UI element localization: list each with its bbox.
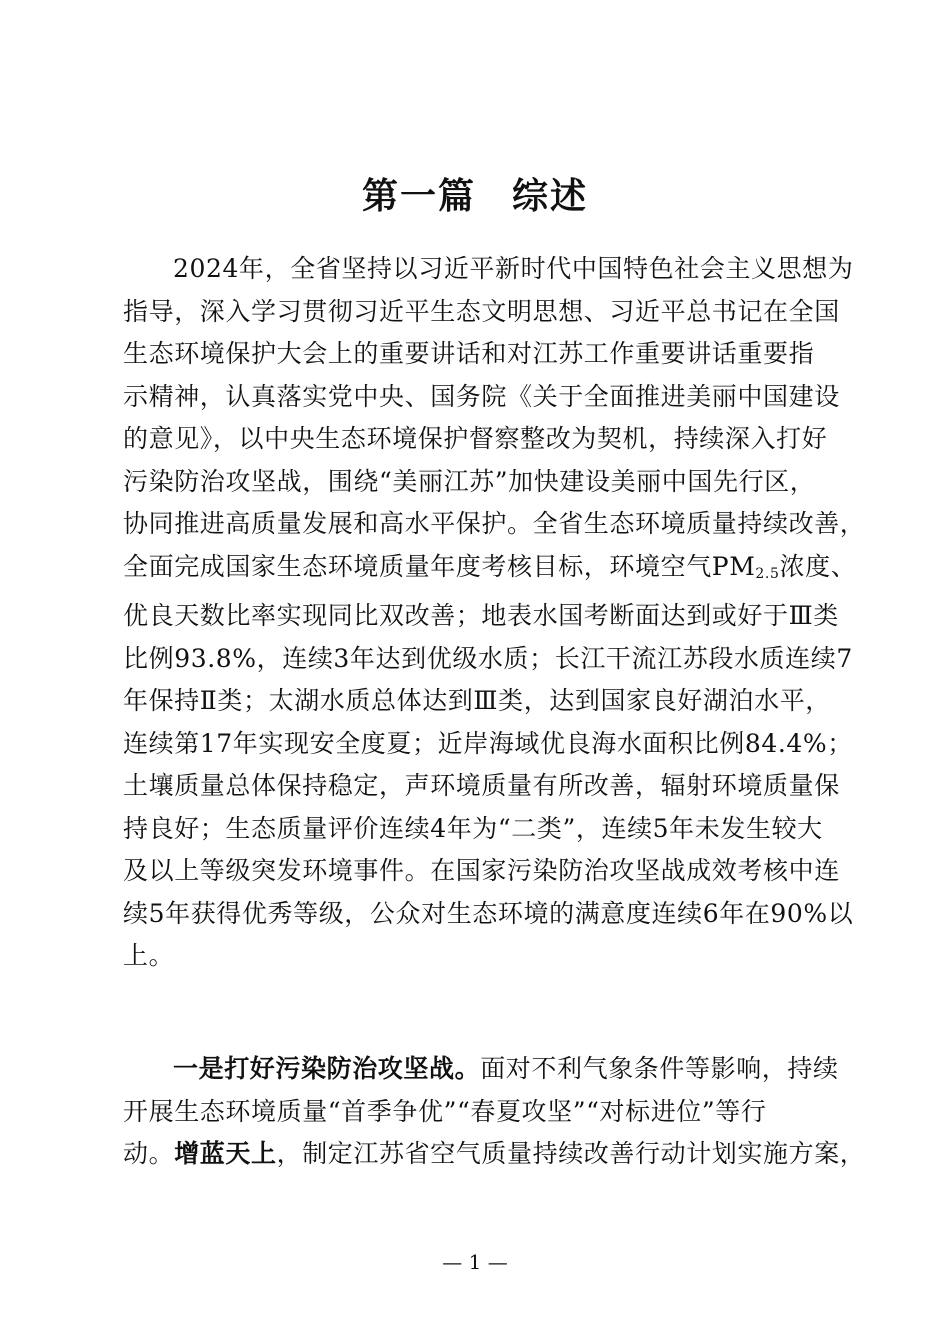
title-part-1: 第一篇	[361, 175, 476, 217]
text-line: 协同推进高质量发展和高水平保护。全省生态环境质量持续改善，	[123, 509, 866, 538]
subscript: 2.5	[755, 565, 780, 582]
bold-lead: 一是打好污染防治攻坚战。	[173, 1054, 481, 1083]
text-segment: 面对不利气象条件等影响，持续	[480, 1054, 839, 1083]
text-line: 及以上等级突发环境事件。在国家污染防治攻坚战成效考核中连	[123, 856, 840, 885]
text-line: 连续第17年实现安全度夏；近岸海域优良海水面积比例84.4%；	[123, 728, 853, 758]
text-line: 2024年，全省坚持以习近平新时代中国特色社会主义思想为	[173, 254, 854, 283]
text-line: 污染防治攻坚战，围绕“美丽江苏”加快建设美丽中国先行区，	[123, 466, 816, 496]
text-line: 指导，深入学习贯彻习近平生态文明思想、习近平总书记在全国	[123, 296, 840, 326]
text-segment: 动。	[123, 1139, 175, 1168]
text-line: 生态环境保护大会上的重要讲话和对江苏工作重要讲话重要指	[123, 339, 815, 368]
page-title	[0, 168, 950, 224]
text-line: 开展生态环境质量“首季争优”“春夏攻坚”“对标进位”等行	[123, 1096, 767, 1126]
paragraph-pollution-control	[123, 1048, 866, 1176]
text-line: 土壤质量总体保持稳定，声环境质量有所改善，辐射环境质量保	[123, 771, 840, 800]
text-line: 续5年获得优秀等级，公众对生态环境的满意度连续6年在90%以	[123, 898, 854, 928]
title-part-2: 综述	[512, 175, 589, 217]
text-line: 比例93.8%，连续3年达到优级水质；长江干流江苏段水质连续7	[123, 643, 853, 673]
text-segment: 全面完成国家生态环境质量年度考核目标，环境空气PM	[123, 551, 756, 581]
text-line: 示精神，认真落实党中央、国务院《关于全面推进美丽中国建设	[123, 381, 840, 411]
page-number: — 1 —	[442, 1250, 508, 1274]
paragraph-overview	[123, 248, 866, 978]
text-segment: 浓度、	[779, 551, 857, 581]
text-line	[123, 546, 857, 596]
text-segment: ，制定江苏省空气质量持续改善行动计划实施方案，	[276, 1139, 866, 1168]
bold-subheading: 增蓝天上	[174, 1139, 277, 1168]
text-line: 持良好；生态质量评价连续4年为“二类”，连续5年未发生较大	[123, 813, 823, 843]
text-line: 年保持Ⅱ类；太湖水质总体达到Ⅲ类，达到国家良好湖泊水平，	[123, 686, 831, 715]
text-line	[123, 1048, 839, 1091]
text-line: 的意见》，以中央生态环境保护督察整改为契机，持续深入打好	[123, 424, 828, 453]
text-line	[123, 1133, 866, 1176]
text-line: 上。	[123, 941, 175, 970]
text-line: 优良天数比率实现同比双改善；地表水国考断面达到或好于Ⅲ类	[123, 601, 839, 630]
